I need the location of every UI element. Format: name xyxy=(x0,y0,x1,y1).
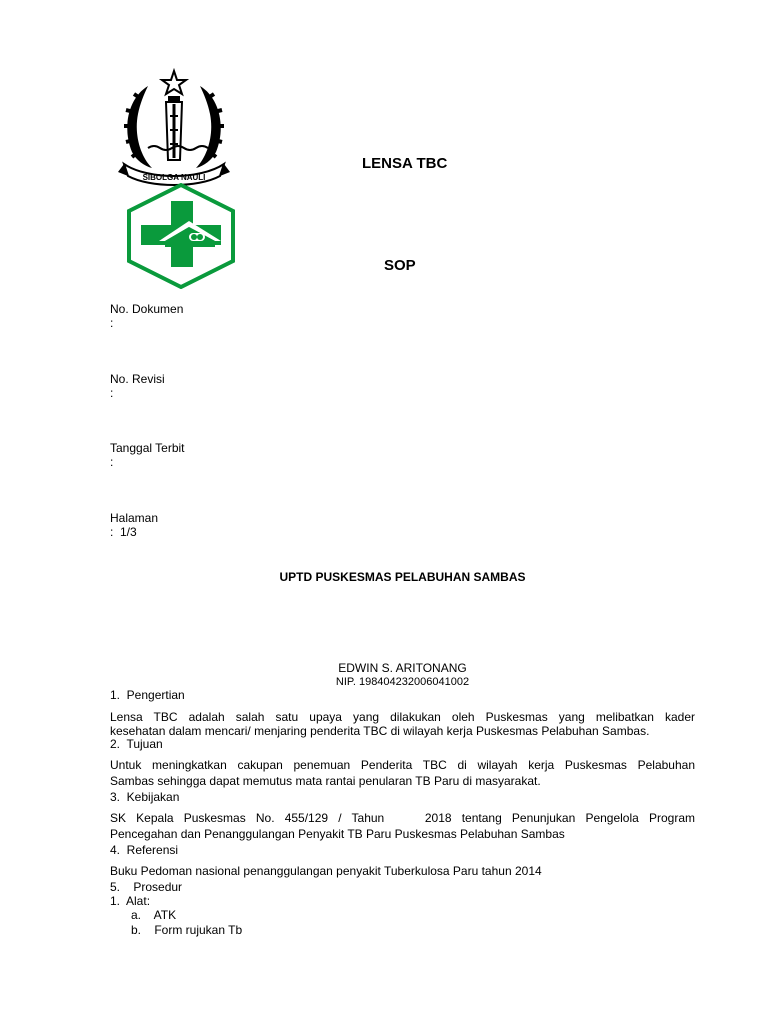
section-heading-prosedur: 5. Prosedur xyxy=(110,880,183,894)
tujuan-line-2: Sambas sehingga dapat memutus mata rantai penularan TB Paru di masyarakat. xyxy=(110,774,541,788)
puskesmas-logo xyxy=(125,183,237,289)
document-subtitle: SOP xyxy=(384,257,416,274)
tujuan-line-1: Untuk meningkatkan cakupan penemuan Penderita TBC di wilayah kerja Puskesmas Pelabuhan xyxy=(110,758,695,772)
signer-name: EDWIN S. ARITONANG xyxy=(338,661,467,675)
kebijakan-line-2: Pencegahan dan Penanggulangan Penyakit TB Paru Puskesmas Pelabuhan Sambas xyxy=(110,827,565,841)
no-revisi-label: No. Revisi xyxy=(110,372,165,386)
alat-item: b. Form rujukan Tb xyxy=(131,923,243,937)
regional-emblem-logo xyxy=(118,68,230,186)
no-dokumen-label: No. Dokumen xyxy=(110,302,184,316)
section-heading-referensi: 4. Referensi xyxy=(110,843,179,857)
emblem-ribbon-text: SIBOLGA NAULI xyxy=(142,173,206,182)
no-revisi-value: : xyxy=(110,386,114,400)
no-dokumen-value: : xyxy=(110,316,114,330)
section-heading-tujuan: 2. Tujuan xyxy=(110,737,163,751)
tanggal-terbit-value: : xyxy=(110,455,114,469)
referensi-line-1: Buku Pedoman nasional penanggulangan penyakit Tuberkulosa Paru tahun 2014 xyxy=(110,864,542,878)
halaman-label: Halaman xyxy=(110,511,159,525)
organization-name: UPTD PUSKESMAS PELABUHAN SAMBAS xyxy=(279,570,526,584)
tanggal-terbit-label: Tanggal Terbit xyxy=(110,441,185,455)
alat-item: a. ATK xyxy=(131,908,177,922)
section-heading-pengertian: 1. Pengertian xyxy=(110,688,185,702)
pengertian-line-1: Lensa TBC adalah salah satu upaya yang dilakukan oleh Puskesmas yang melibatkan kader xyxy=(110,710,695,724)
signer-nip: NIP. 198404232006041002 xyxy=(335,676,470,688)
kebijakan-line-1: SK Kepala Puskesmas No. 455/129 / Tahun 2018 tentang Penunjukan Pengelola Program xyxy=(110,811,695,825)
document-title: LENSA TBC xyxy=(362,155,448,172)
halaman-value: : 1/3 xyxy=(110,525,137,539)
section-heading-kebijakan: 3. Kebijakan xyxy=(110,790,180,804)
alat-heading: 1. Alat: xyxy=(110,894,151,908)
pengertian-line-2: kesehatan dalam mencari/ menjaring penderita TBC di wilayah kerja Puskesmas Pelabuhan Sambas. xyxy=(110,724,650,738)
